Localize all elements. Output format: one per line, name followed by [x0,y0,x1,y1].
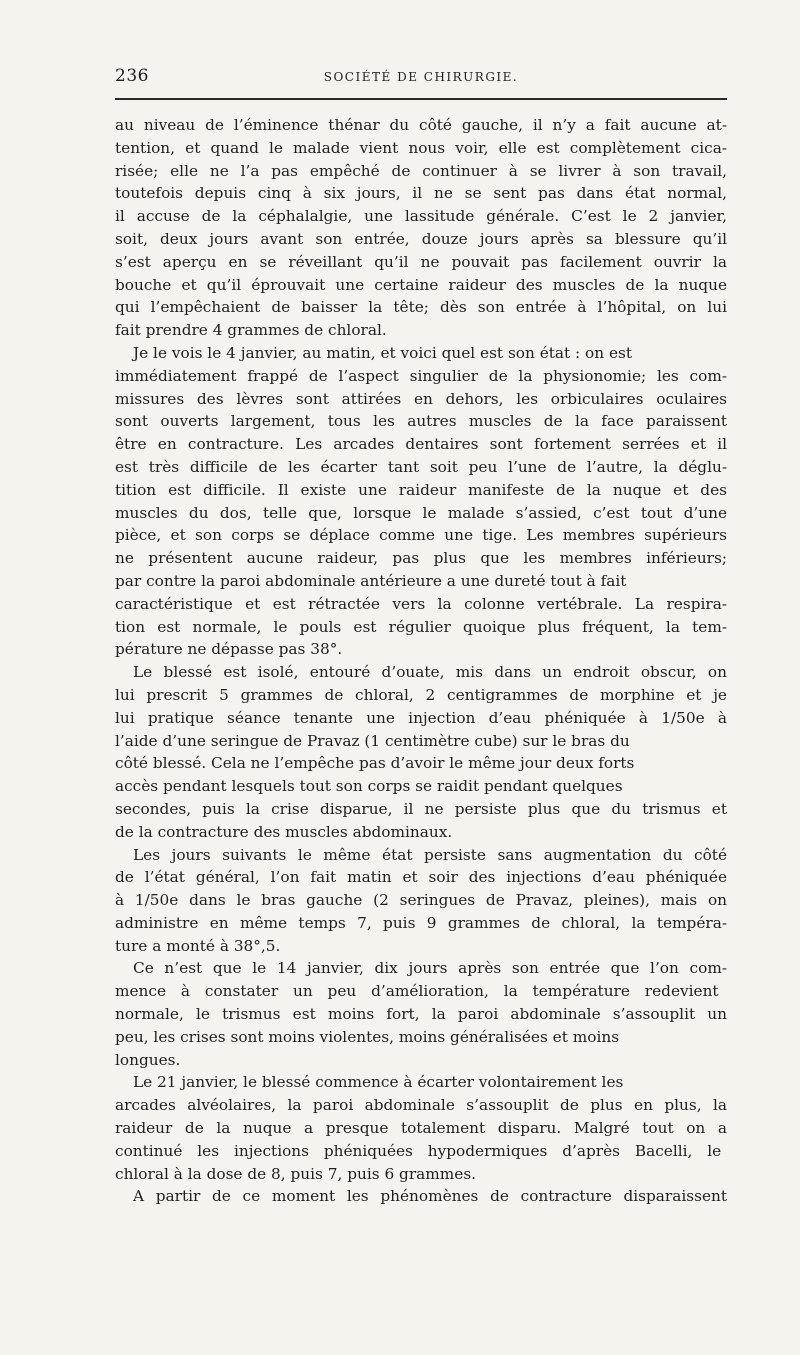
text-line: tion est normale, le pouls est régulier quoique plus fréquent, la tem- [115,617,727,636]
text-line: ture a monté à 38°,5. [115,936,281,955]
paragraph-start-line: Le 21 janvier, le blessé commence à écarter volontairement les [133,1073,624,1092]
paragraph-start-line: A partir de ce moment les phénomènes de contracture disparaissent [133,1187,727,1206]
text-line: à 1/50e dans le bras gauche (2 seringues de Pravaz, pleines), mais on [115,891,727,910]
text-line: est très difficile de les écarter tant soit peu l’une de l’autre, la déglu- [115,457,727,476]
text-line: chloral à la dose de 8, puis 7, puis 6 grammes. [115,1164,477,1183]
text-line: risée; elle ne l’a pas empêché de continuer à se livrer à son travail, [115,161,727,180]
text-line: longues. [115,1050,181,1069]
text-line: immédiatement frappé de l’aspect singulier de la physionomie; les com- [115,366,727,385]
text-line: pièce, et son corps se déplace comme une tige. Les membres supérieurs [115,526,727,545]
text-line: raideur de la nuque a presque totalement disparu. Malgré tout on a [115,1119,727,1138]
text-line: administre en même temps 7, puis 9 grammes de chloral, la tempéra- [115,913,727,932]
text-line: sont ouverts largement, tous les autres muscles de la face paraissent [115,412,727,431]
body-text [115,114,727,1208]
text-line: soit, deux jours avant son entrée, douze jours après sa blessure qu’il [115,229,727,248]
text-line: toutefois depuis cinq à six jours, il ne se sent pas dans état normal, [115,184,727,203]
page-header [115,66,727,94]
text-line: tention, et quand le malade vient nous voir, elle est complètement cica- [115,138,727,157]
text-line: tition est difficile. Il existe une raideur manifeste de la nuque et des [115,480,727,499]
text-line: muscles du dos, telle que, lorsque le malade s’assied, c’est tout d’une [115,503,727,522]
paragraph-start-line: Les jours suivants le même état persiste sans augmentation du côté [133,845,727,864]
text-line: être en contracture. Les arcades dentaires sont fortement serrées et il [115,435,727,454]
text-line: lui pratique séance tenante une injection d’eau phéniquée à 1/50e à [115,708,727,727]
header-rule [115,98,727,100]
text-line: côté blessé. Cela ne l’empêche pas d’avoir le même jour deux forts [115,754,635,773]
text-line: arcades alvéolaires, la paroi abdominale s’assouplit de plus en plus, la [115,1096,727,1115]
page-number: 236 [115,66,149,86]
text-line: s’est aperçu en se réveillant qu’il ne pouvait pas facilement ouvrir la [115,252,727,271]
paragraph-start-line: Ce n’est que le 14 janvier, dix jours après son entrée que l’on com- [133,959,727,978]
text-line: peu, les crises sont moins violentes, moins généralisées et moins [115,1027,620,1046]
running-title: SOCIÉTÉ DE CHIRURGIE. [323,70,519,84]
text-line: lui prescrit 5 grammes de chloral, 2 centigrammes de morphine et je [115,685,727,704]
text-line: par contre la paroi abdominale antérieure a une dureté tout à fait [115,571,627,590]
text-line: mence à constater un peu d’amélioration, la température redevient [115,982,719,1001]
paragraph-start-line: Je le vois le 4 janvier, au matin, et voici quel est son état : on est [133,343,633,362]
text-line: normale, le trismus est moins fort, la paroi abdominale s’assouplit un [115,1005,727,1024]
text-line: caractéristique et est rétractée vers la colonne vertébrale. La respira- [115,594,727,613]
text-line: qui l’empêchaient de baisser la tête; dès son entrée à l’hôpital, on lui [115,298,727,317]
text-line: bouche et qu’il éprouvait une certaine raideur des muscles de la nuque [115,275,727,294]
text-line: au niveau de l’éminence thénar du côté gauche, il n’y a fait aucune at- [115,116,727,134]
text-line: continué les injections phéniquées hypodermiques d’après Bacelli, le [115,1141,722,1160]
text-line: pérature ne dépasse pas 38°. [115,640,343,659]
text-line: secondes, puis la crise disparue, il ne persiste plus que du trismus et [115,799,727,818]
text-line: de la contracture des muscles abdominaux. [115,822,453,841]
text-line: missures des lèvres sont attirées en dehors, les orbiculaires oculaires [115,389,727,408]
text-line: l’aide d’une seringue de Pravaz (1 centimètre cube) sur le bras du [115,731,630,750]
text-line: il accuse de la céphalalgie, une lassitude générale. C’est le 2 janvier, [115,207,727,226]
paragraph-start-line: Le blessé est isolé, entouré d’ouate, mis dans un endroit obscur, on [133,663,727,682]
text-line: ne présentent aucune raideur, pas plus que les membres inférieurs; [115,549,727,568]
text-line: fait prendre 4 grammes de chloral. [115,321,387,340]
text-line: de l’état général, l’on fait matin et soir des injections d’eau phéniquée [115,868,727,887]
text-line: accès pendant lesquels tout son corps se raidit pendant quelques [115,777,623,796]
